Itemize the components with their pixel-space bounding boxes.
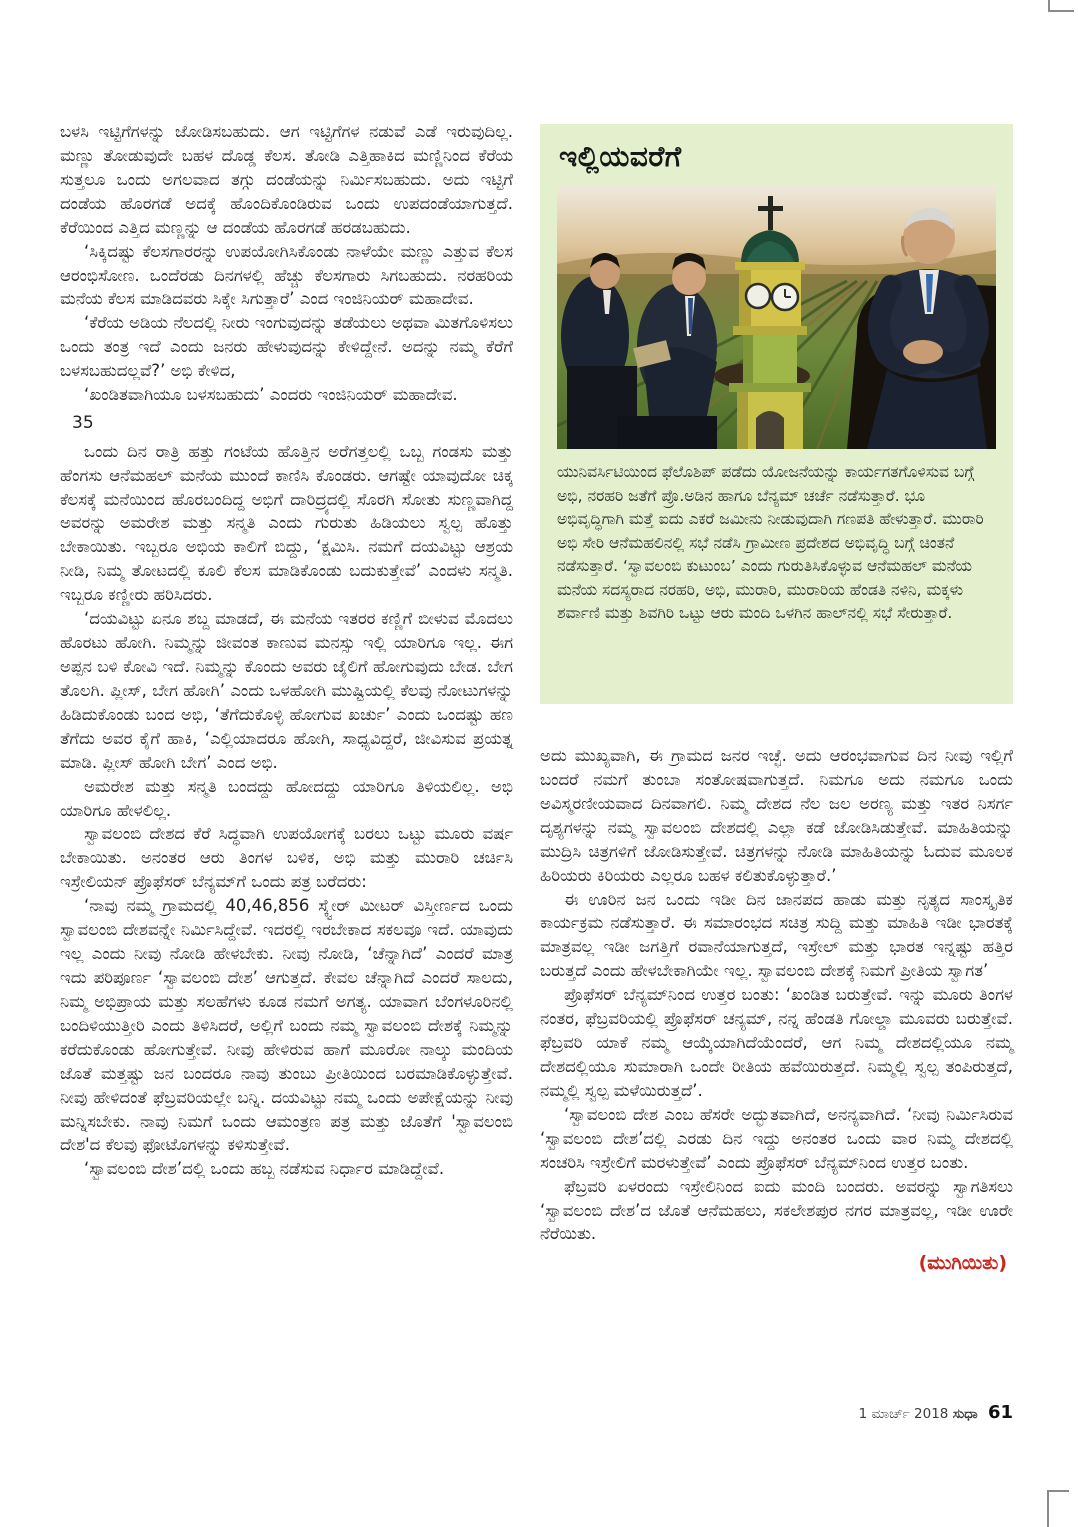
chapter-number: 35 [72, 413, 94, 434]
paragraph: ‘ನಾವು ನಮ್ಮ ಗ್ರಾಮದಲ್ಲಿ 40,46,856 ಸ್ಕ್ವೇರ್ ಮೀಟರ್ ವಿಸ್ತೀರ್ಣದ ಒಂದು ಸ್ವಾವಲಂಬಿ ದೇಶವನ್ನೇ ನಿರ್ಮಿಸಿದ್ದೇವೆ. ಇದರಲ್ಲಿ ಇರಬೇಕಾದ ಸಕಲವೂ ಇದೆ. ಯಾವುದು ಇಲ್ಲ ಎಂದು ನೀವು ನೋಡಿ ಹೇಳಬೇಕು. ನೀವು ನೋಡಿ, ‘ಚೆನ್ನಾಗಿದೆ’ ಎಂದರೆ ಮಾತ್ರ ಇದು ಪರಿಪೂರ್ಣ ‘ಸ್ವಾವಲಂಬಿ ದೇಶ’ ಆಗುತ್ತದೆ. ಕೇವಲ ಚೆನ್ನಾಗಿದೆ ಎಂದರೆ ಸಾಲದು, ನಿಮ್ಮ ಅಭಿಪ್ರಾಯ ಮತ್ತು ಸಲಹೆಗಳು ಕೂಡ ನಮಗೆ ಅಗತ್ಯ. ಯಾವಾಗ ಬೆಂಗಳೂರಿನಲ್ಲಿ ಬಂದಿಳಿಯುತ್ತೀರಿ ಎಂದು ತಿಳಿಸಿದರೆ, ಅಲ್ಲಿಗೆ ಬಂದು ನಮ್ಮ ಸ್ವಾವಲಂಬಿ ದೇಶಕ್ಕೆ ನಿಮ್ಮನ್ನು ಕರೆದುಕೊಂಡು ಹೋಗುತ್ತೇವೆ. ನೀವು ಹೇಳಿರುವ ಹಾಗೆ ಮೂರೋ ನಾಲ್ಕು ಮಂದಿಯ ಜೊತೆ ಮತ್ತಷ್ಟು ಜನ ಬಂದರೂ ನಾವು ತುಂಬು ಪ್ರೀತಿಯಿಂದ ಬರಮಾಡಿಕೊಳ್ಳುತ್ತೇವೆ. ನೀವು ಹೇಳಿದಂತೆ ಫೆಬ್ರವರಿಯಲ್ಲೇ ಬನ್ನಿ. ದಯವಿಟ್ಟು ನಮ್ಮ ಒಂದು ಅಪೇಕ್ಷೆಯನ್ನು ನೀವು ಮನ್ನಿಸಬೇಕು. ನಾವು ನಿಮಗೆ ಒಂದು ಆಮಂತ್ರಣ ಪತ್ರ ಮತ್ತು ಜೊತೆಗೆ 'ಸ್ವಾವಲಂಬಿ ದೇಶ'ದ ಕೆಲವು ಫೋಟೊಗಳನ್ನು ಕಳಿಸುತ್ತೇವೆ. [60, 896, 513, 1155]
paragraph: ‘ಸಿಕ್ಕಿದಷ್ಟು ಕೆಲಸಗಾರರನ್ನು ಉಪಯೋಗಿಸಿಕೊಂಡು ನಾಳೆಯೇ ಮಣ್ಣು ಎತ್ತುವ ಕೆಲಸ ಆರಂಭಿಸೋಣ. ಒಂದೆರಡು ದಿನಗಳಲ್ಲಿ ಹೆಚ್ಚು ಕೆಲಸಗಾರು ಸಿಗಬಹುದು. ನರಹರಿಯ ಮನೆಯ ಕೆಲಸ ಮಾಡಿದವರು ಸಿಕ್ಕೇ ಸಿಗುತ್ತಾರೆ’ ಎಂದ ಇಂಜಿನಿಯರ್ ಮಹಾದೇವ. [60, 241, 513, 309]
footer-page-number: 61 [987, 1402, 1013, 1423]
paragraph: ಫೆಬ್ರವರಿ ಏಳರಂದು ಇಸ್ರೇಲಿನಿಂದ ಐದು ಮಂದಿ ಬಂದರು. ಅವರನ್ನು ಸ್ವಾಗತಿಸಲು ‘ಸ್ವಾವಲಂಬಿ ದೇಶ’ದ ಜೊತೆ ಆನೆಮಹಲು, ಸಕಲೇಶಪುರ ನಗರ ಮಾತ್ರವಲ್ಲ, ಇಡೀ ಊರೇ ನೆರೆಯಿತು. [540, 1176, 1013, 1244]
paragraph: ‘ಖಂಡಿತವಾಗಿಯೂ ಬಳಸಬಹುದು’ ಎಂದರು ಇಂಜಿನಿಯರ್ ಮಹಾದೇವ. [84, 385, 458, 405]
left-text-column [60, 120, 513, 1181]
story-photo [557, 186, 996, 449]
corner-mark-top-right [1048, 0, 1074, 12]
footer-date: 1 ಮಾರ್ಚ್ 2018 [858, 1406, 949, 1422]
paragraph: ‘ಕೆರೆಯ ಅಡಿಯ ನೆಲದಲ್ಲಿ ನೀರು ಇಂಗುವುದನ್ನು ತಡೆಯಲು ಅಥವಾ ಮಿತಗೊಳಿಸಲು ಒಂದು ತಂತ್ರ ಇದೆ ಎಂದು ಜನರು ಹೇಳುವುದನ್ನು ಕೇಳಿದ್ದೇನೆ. ಅದನ್ನು ನಮ್ಮ ಕೆರೆಗೆ ಬಳಸಬಹುದಲ್ಲವೆ?’ ಅಭಿ ಕೇಳಿದ, [60, 313, 513, 381]
paragraph: ‘ದಯವಿಟ್ಟು ಏನೂ ಶಬ್ದ ಮಾಡದೆ, ಈ ಮನೆಯ ಇತರರ ಕಣ್ಣಿಗೆ ಬೀಳುವ ಮೊದಲು ಹೊರಟು ಹೋಗಿ. ನಿಮ್ಮನ್ನು ಜೀವಂತ ಕಾಣುವ ಮನಸ್ಸು ಇಲ್ಲಿ ಯಾರಿಗೂ ಇಲ್ಲ. ಈಗ ಅಪ್ಪನ ಬಳಿ ಕೋವಿ ಇದೆ. ನಿಮ್ಮನ್ನು ಕೊಂದು ಅವರು ಜೈಲಿಗೆ ಹೋಗುವುದು ಬೇಡ. ಬೇಗ ತೊಲಗಿ. ಪ್ಲೀಸ್, ಬೇಗ ಹೋಗಿ’ ಎಂದು ಒಳಹೋಗಿ ಮುಷ್ಟಿಯಲ್ಲಿ ಕೆಲವು ನೋಟುಗಳನ್ನು ಹಿಡಿದುಕೊಂಡು ಬಂದ ಅಭಿ, ‘ತೆಗೆದುಕೊಳ್ಳಿ ಹೋಗುವ ಖರ್ಚು’ ಎಂದು ಒಂದಷ್ಟು ಹಣ ತೆಗೆದು ಅವರ ಕೈಗೆ ಹಾಕಿ, ‘ಎಲ್ಲಿಯಾದರೂ ಹೋಗಿ, ಸಾಧ್ಯವಿದ್ದರೆ, ಜೀವಿಸುವ ಪ್ರಯತ್ನ ಮಾಡಿ. ಪ್ಲೀಸ್ ಹೋಗಿ ಬೇಗ’ ಎಂದ ಅಭಿ. [60, 609, 513, 772]
paragraph: ಅಮರೇಶ ಮತ್ತು ಸನ್ಮತಿ ಬಂದದ್ದು ಹೋದದ್ದು ಯಾರಿಗೂ ತಿಳಿಯಲಿಲ್ಲ. ಅಭಿ ಯಾರಿಗೂ ಹೇಳಲಿಲ್ಲ. [60, 776, 513, 820]
paragraph: ಅದು ಮುಖ್ಯವಾಗಿ, ಈ ಗ್ರಾಮದ ಜನರ ಇಚ್ಛೆ. ಅದು ಆರಂಭವಾಗುವ ದಿನ ನೀವು ಇಲ್ಲಿಗೆ ಬಂದರೆ ನಮಗೆ ತುಂಬಾ ಸಂತೋಷವಾಗುತ್ತದೆ. ನಿಮಗೂ ಅದು ನಮಗೂ ಒಂದು ಅವಿಸ್ಮರಣೀಯವಾದ ದಿನವಾಗಲಿ. ನಿಮ್ಮ ದೇಶದ ನೆಲ ಜಲ ಅರಣ್ಯ ಮತ್ತು ಇತರ ನಿಸರ್ಗ ದೃಶ್ಯಗಳನ್ನು ನಮ್ಮ ಸ್ವಾವಲಂಬಿ ದೇಶದಲ್ಲಿ ಎಲ್ಲಾ ಕಡೆ ಜೋಡಿಸಿಡುತ್ತೇವೆ. ಮಾಹಿತಿಯನ್ನು ಮುದ್ರಿಸಿ ಚಿತ್ರಗಳಿಗೆ ಜೋಡಿಸುತ್ತೇವೆ. ಚಿತ್ರಗಳನ್ನು ನೋಡಿ ಮಾಹಿತಿಯನ್ನು ಓದುವ ಮೂಲಕ ಹಿರಿಯರು ಕಿರಿಯರು ಎಲ್ಲರೂ ಬಹಳ ಕಲಿತುಕೊಳ್ಳುತ್ತಾರೆ.’ [540, 746, 1013, 885]
paragraph: ಒಂದು ದಿನ ರಾತ್ರಿ ಹತ್ತು ಗಂಟೆಯ ಹೊತ್ತಿನ ಅರೆಗತ್ತಲಲ್ಲಿ ಒಬ್ಬ ಗಂಡಸು ಮತ್ತು ಹೆಂಗಸು ಆನೆಮಹಲ್ ಮನೆಯ ಮುಂದೆ ಕಾಣಿಸಿ ಕೊಂಡರು. ಆಗಷ್ಟೇ ಯಾವುದೋ ಚಿಕ್ಕ ಕೆಲಸಕ್ಕೆ ಮನೆಯಿಂದ ಹೊರಬಂದಿದ್ದ ಅಭಿಗೆ ದಾರಿದ್ರ್ಯದಲ್ಲಿ ಸೊರಗಿ ಸೋತು ಸುಣ್ಣವಾಗಿದ್ದ ಅವರನ್ನು ಅಮರೇಶ ಮತ್ತು ಸನ್ಮತಿ ಎಂದು ಗುರುತು ಹಿಡಿಯಲು ಸ್ವಲ್ಪ ಹೊತ್ತು ಬೇಕಾಯಿತು. ಇಬ್ಬರೂ ಅಭಿಯ ಕಾಲಿಗೆ ಬಿದ್ದು, ‘ಕ್ಷಮಿಸಿ. ನಮಗೆ ದಯವಿಟ್ಟು ಆಶ್ರಯ ನೀಡಿ, ನಿಮ್ಮ ತೋಟದಲ್ಲಿ ಕೂಲಿ ಕೆಲಸ ಮಾಡಿಕೊಂಡು ಬದುಕುತ್ತೇವೆ’ ಎಂದಳು ಸನ್ಮತಿ. ಇಬ್ಬರೂ ಕಣ್ಣೀರು ಹರಿಸಿದರು. [60, 441, 513, 605]
photo-caption: ಯುನಿವರ್ಸಿಟಿಯಿಂದ ಫೆಲೊಶಿಪ್ ಪಡೆದು ಯೋಜನೆಯನ್ನು ಕಾರ್ಯಗತಗೊಳಿಸುವ ಬಗ್ಗೆ ಅಭಿ, ನರಹರಿ ಜತೆಗೆ ಪ್ರೊ.ಅಡಿನ ಹಾಗೂ ಬೆನ್ಯಮ್ ಚರ್ಚೆ ನಡೆಸುತ್ತಾರೆ. ಭೂ ಅಭಿವೃದ್ಧಿಗಾಗಿ ಮತ್ತೆ ಐದು ಎಕರೆ ಜಮೀನು ನೀಡುವುದಾಗಿ ಗಣಪತಿ ಹೇಳುತ್ತಾರೆ. ಮುರಾರಿ ಅಭಿ ಸೇರಿ ಆನೆಮಹಲಿನಲ್ಲಿ ಸಭೆ ನಡೆಸಿ ಗ್ರಾಮೀಣ ಪ್ರದೇಶದ ಅಭಿವೃದ್ಧಿ ಬಗ್ಗೆ ಚಿಂತನೆ ನಡೆಸುತ್ತಾರೆ. ‘ಸ್ವಾವಲಂಬಿ ಕುಟುಂಬ’ ಎಂದು ಗುರುತಿಸಿಕೊಳ್ಳುವ ಆನೆಮಹಲ್ ಮನೆಯ ಮನೆಯ ಸದಸ್ಯರಾದ ನರಹರಿ, ಅಭಿ, ಮುರಾರಿ, ಮುರಾರಿಯ ಹೆಂಡತಿ ನಳಿನಿ, ಮಕ್ಕಳು ಶರ್ವಾಣಿ ಮತ್ತು ಶಿವಗಿರಿ ಒಟ್ಟು ಆರು ಮಂದಿ ಒಳಗಿನ ಹಾಲ್‌ನಲ್ಲಿ ಸಭೆ ಸೇರುತ್ತಾರೆ. [557, 463, 984, 623]
paragraph: ‘ಸ್ವಾವಲಂಬಿ ದೇಶ ಎಂಬ ಹೆಸರೇ ಅದ್ಭುತವಾಗಿದೆ, ಅನನ್ಯವಾಗಿದೆ. ‘ನೀವು ನಿರ್ಮಿಸಿರುವ ‘ಸ್ವಾವಲಂಬಿ ದೇಶ’ದಲ್ಲಿ ಎರಡು ದಿನ ಇದ್ದು ಅನಂತರ ಒಂದು ವಾರ ನಿಮ್ಮ ದೇಶದಲ್ಲಿ ಸಂಚರಿಸಿ ಇಸ್ರೇಲಿಗೆ ಮರಳುತ್ತೇವೆ’ ಎಂದು ಪ್ರೊಫೆಸರ್ ಬೆನ್ಯಮ್‌ನಿಂದ ಉತ್ತರ ಬಂತು. [540, 1104, 1013, 1172]
recap-box-title: ಇಲ್ಲಿಯವರೆಗೆ [559, 140, 682, 173]
corner-mark-bottom-right [1047, 1490, 1069, 1527]
paragraph: ಸ್ವಾವಲಂಬಿ ದೇಶದ ಕೆರೆ ಸಿದ್ಧವಾಗಿ ಉಪಯೋಗಕ್ಕೆ ಬರಲು ಒಟ್ಟು ಮೂರು ವರ್ಷ ಬೇಕಾಯಿತು. ಅನಂತರ ಆರು ತಿಂಗಳ ಬಳಿಕ, ಅಭಿ ಮತ್ತು ಮುರಾರಿ ಚರ್ಚಿಸಿ ಇಸ್ರೇಲಿಯನ್ ಪ್ರೊಫೆಸರ್ ಬೆನ್ಯಮ್‌ಗೆ ಒಂದು ಪತ್ರ ಬರೆದರು: [60, 824, 513, 892]
story-end-mark: (ಮುಗಿಯಿತು) [918, 1252, 1007, 1275]
paragraph: ಈ ಊರಿನ ಜನ ಒಂದು ಇಡೀ ದಿನ ಜಾನಪದ ಹಾಡು ಮತ್ತು ನೃತ್ಯದ ಸಾಂಸ್ಕೃತಿಕ ಕಾರ್ಯಕ್ರಮ ನಡೆಸುತ್ತಾರೆ. ಈ ಸಮಾರಂಭದ ಸಚಿತ್ರ ಸುದ್ದಿ ಮತ್ತು ಮಾಹಿತಿ ಇಡೀ ಭಾರತಕ್ಕೆ ಮಾತ್ರವಲ್ಲ ಇಡೀ ಜಗತ್ತಿಗೆ ರವಾನೆಯಾಗುತ್ತದೆ, ಇಸ್ರೇಲ್ ಮತ್ತು ಭಾರತ ಇನ್ನಷ್ಟು ಹತ್ತಿರ ಬರುತ್ತದೆ ಎಂದು ಹೇಳಬೇಕಾಗಿಯೇ ಇಲ್ಲ. ಸ್ವಾವಲಂಬಿ ದೇಶಕ್ಕೆ ನಿಮಗೆ ಪ್ರೀತಿಯ ಸ್ವಾಗತ’ [540, 889, 1013, 981]
paragraph: ಪ್ರೊಫೆಸರ್ ಬೆನ್ಯಮ್‌ನಿಂದ ಉತ್ತರ ಬಂತು: ‘ಖಂಡಿತ ಬರುತ್ತೇವೆ. ಇನ್ನು ಮೂರು ತಿಂಗಳ ನಂತರ, ಫೆಬ್ರವರಿಯಲ್ಲಿ ಪ್ರೊಫೆಸರ್ ಚನ್ಯಮ್, ನನ್ನ ಹೆಂಡತಿ ಗೋಲ್ಡಾ ಮೂವರು ಬರುತ್ತೇವೆ. ಫೆಬ್ರವರಿ ಯಾಕೆ ನಮ್ಮ ಆಯ್ಕೆಯಾಗಿದೆಯೆಂದರೆ, ಆಗ ನಿಮ್ಮ ದೇಶದಲ್ಲಿಯೂ ನಮ್ಮ ದೇಶದಲ್ಲಿಯೂ ಸುಮಾರಾಗಿ ಒಂದೇ ರೀತಿಯ ಹವೆಯಿರುತ್ತದೆ. ನಿಮ್ಮಲ್ಲಿ ಸ್ವಲ್ಪ ತಂಪಿರುತ್ತದೆ, ನಮ್ಮಲ್ಲಿ ಸ್ವಲ್ಪ ಮಳೆಯಿರುತ್ತದೆ’. [540, 985, 1013, 1100]
footer-magazine-name: ಸುಧಾ [952, 1406, 978, 1422]
paragraph: ‘ಸ್ವಾವಲಂಬಿ ದೇಶ’ದಲ್ಲಿ ಒಂದು ಹಬ್ಬ ನಡೆಸುವ ನಿರ್ಧಾರ ಮಾಡಿದ್ದೇವೆ. [84, 1159, 445, 1179]
recap-box [540, 124, 1013, 704]
paragraph: ಬಳಸಿ ಇಟ್ಟಿಗೆಗಳನ್ನು ಜೋಡಿಸಬಹುದು. ಆಗ ಇಟ್ಟಿಗೆಗಳ ನಡುವೆ ಎಡೆ ಇರುವುದಿಲ್ಲ. ಮಣ್ಣು ತೋಡುವುದೇ ಬಹಳ ದೊಡ್ಡ ಕೆಲಸ. ತೋಡಿ ಎತ್ತಿಹಾಕಿದ ಮಣ್ಣಿನಿಂದ ಕೆರೆಯ ಸುತ್ತಲೂ ಒಂದು ಅಗಲವಾದ ತಗ್ಗು ದಂಡೆಯನ್ನು ನಿರ್ಮಿಸಬಹುದು. ಅದು ಇಟ್ಟಿಗೆ ದಂಡೆಯ ಹೊರಗಡೆ ಅದಕ್ಕೆ ಹೊಂದಿಕೊಂಡಿರುವ ಒಂದು ಉಪದಂಡೆಯಾಗುತ್ತದೆ. ಕೆರೆಯಿಂದ ಎತ್ತಿದ ಮಣ್ಣನ್ನು ಆ ದಂಡೆಯ ಹೊರಗಡೆ ಹರಡಬಹುದು. [60, 122, 513, 237]
right-text-column [540, 744, 1013, 1274]
page-footer [540, 1402, 1013, 1423]
photo-illustration [557, 186, 996, 449]
